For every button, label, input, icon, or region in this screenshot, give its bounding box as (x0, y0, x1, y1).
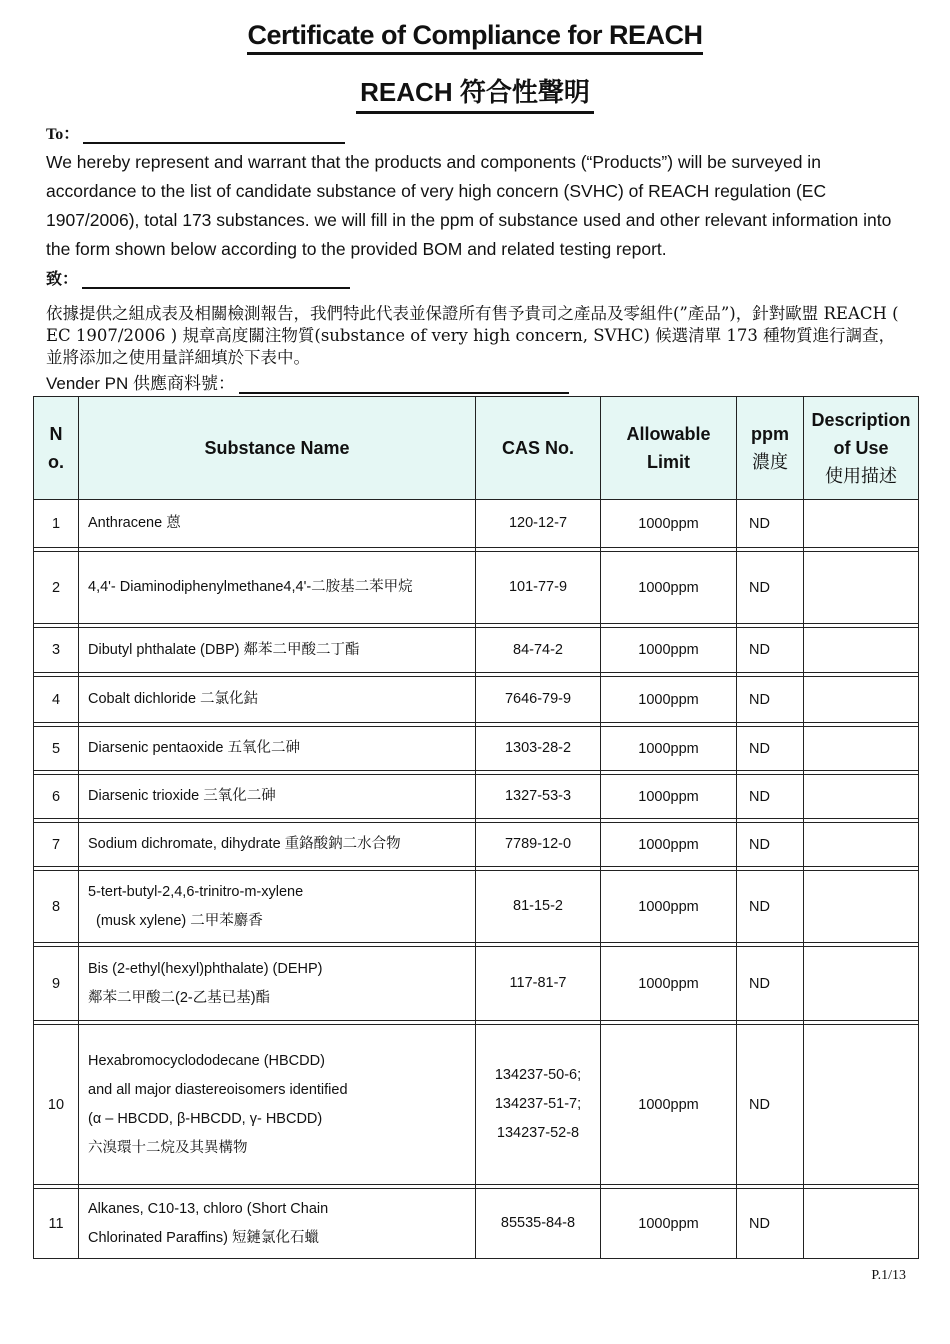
description-of-use[interactable] (804, 1189, 919, 1259)
cas-number-line: 1327-53-3 (504, 788, 572, 804)
table-row (34, 823, 919, 867)
cas-number (476, 552, 601, 624)
allowable-limit: 1000ppm (601, 775, 737, 819)
ppm-value[interactable]: ND (737, 727, 804, 771)
allowable-limit: 1000ppm (601, 871, 737, 943)
vendor-pn-label: Vender PN 供應商料號： (46, 374, 235, 393)
header-description-zh: 使用描述 (825, 466, 897, 486)
substance-name-line: (α – HBCDD, β-HBCDD, γ- HBCDD) (88, 1110, 323, 1127)
table-header-row (34, 397, 919, 500)
substance-name-line: Anthracene 蒽 (88, 515, 181, 531)
substance-name-line: 六溴環十二烷及其異構物 (88, 1139, 248, 1156)
table-row (34, 1189, 919, 1259)
substance-name (79, 823, 476, 867)
row-no: 1 (34, 500, 79, 548)
substance-name-line: Alkanes, C10-13, chloro (Short Chain (88, 1200, 329, 1217)
cas-number-line: 7646-79-9 (504, 691, 572, 707)
allowable-limit: 1000ppm (601, 628, 737, 673)
cas-number (476, 677, 601, 723)
vendor-pn-blank[interactable] (239, 392, 569, 394)
substance-name-line: Diarsenic trioxide 三氧化二砷 (88, 788, 276, 804)
cas-number-line: 1303-28-2 (504, 740, 572, 756)
substance-name (79, 1025, 476, 1185)
table-row (34, 727, 919, 771)
allowable-limit: 1000ppm (601, 500, 737, 548)
header-ppm-en: ppm (751, 424, 789, 444)
table-row (34, 677, 919, 723)
description-of-use[interactable] (804, 727, 919, 771)
cas-number-line: 7789-12-0 (504, 836, 572, 852)
row-no: 2 (34, 552, 79, 624)
header-cas: CAS No. (476, 397, 601, 500)
row-no: 9 (34, 947, 79, 1021)
statement-zh: 依據提供之組成表及相關檢測報告，我們特此代表並保證所有售予貴司之產品及零組件(”產品”)，針對歐盟 REACH ( EC 1907/2006 ) 規章高度關注物質(substance of very high concern, SVHC) 候選清單 173 種物質進行調查，並將添加之使用量詳細填於下表中。 (46, 304, 899, 367)
row-no: 6 (34, 775, 79, 819)
row-no: 11 (34, 1189, 79, 1259)
row-no: 5 (34, 727, 79, 771)
row-no: 7 (34, 823, 79, 867)
cas-number-line: 85535-84-8 (500, 1215, 576, 1231)
substance-name (79, 628, 476, 673)
description-of-use[interactable] (804, 500, 919, 548)
zhi-label: 致： (46, 271, 79, 288)
substance-name (79, 727, 476, 771)
cas-number-line: 134237-51-7; (494, 1096, 582, 1112)
cas-number (476, 947, 601, 1021)
cas-number-line: 134237-52-8 (496, 1125, 580, 1141)
to-blank[interactable] (83, 142, 345, 144)
ppm-value[interactable]: ND (737, 775, 804, 819)
to-field (46, 121, 345, 144)
svhc-table (33, 396, 919, 1259)
description-of-use[interactable] (804, 823, 919, 867)
cas-number-line: 120-12-7 (508, 515, 568, 531)
substance-name (79, 775, 476, 819)
ppm-value[interactable]: ND (737, 677, 804, 723)
table-row (34, 1025, 919, 1185)
statement-en: We hereby represent and warrant that the products and components (“Products”) will be surveyed in accordance to the list of candidate substance of very high concern (SVHC) of REACH regulation (EC 1907/2006), total 173 substances. we will fill in the ppm of substance used and other relevant information into the form shown below according to the provided BOM and related testing report. (46, 152, 892, 259)
substance-name-line: (musk xylene) 二甲苯麝香 (96, 912, 263, 929)
table-row (34, 947, 919, 1021)
substance-name (79, 947, 476, 1021)
ppm-value[interactable]: ND (737, 823, 804, 867)
allowable-limit: 1000ppm (601, 552, 737, 624)
cas-number-line: 81-15-2 (513, 898, 563, 914)
cas-number-line: 84-74-2 (513, 641, 563, 658)
description-of-use[interactable] (804, 628, 919, 673)
document-subtitle-zh: REACH 符合性聲明 (0, 72, 950, 109)
to-label: To： (46, 126, 80, 143)
ppm-value[interactable]: ND (737, 552, 804, 624)
cas-number (476, 1025, 601, 1185)
cas-number (476, 500, 601, 548)
allowable-limit: 1000ppm (601, 1025, 737, 1185)
header-ppm-zh: 濃度 (752, 452, 788, 472)
cas-number (476, 775, 601, 819)
allowable-limit: 1000ppm (601, 823, 737, 867)
substance-name-line: Dibutyl phthalate (DBP) 鄰苯二甲酸二丁酯 (88, 641, 360, 658)
substance-name-line: Cobalt dichloride 二氯化鈷 (88, 691, 259, 707)
substance-name-line: Diarsenic pentaoxide 五氧化二砷 (88, 740, 300, 756)
cas-number (476, 628, 601, 673)
row-no: 10 (34, 1025, 79, 1185)
table-row (34, 628, 919, 673)
substance-name-line: Bis (2-ethyl(hexyl)phthalate) (DEHP) (88, 960, 323, 977)
table-row (34, 775, 919, 819)
substance-name-line: Hexabromocyclododecane (HBCDD) (88, 1052, 325, 1069)
table-row (34, 500, 919, 548)
ppm-value[interactable]: ND (737, 947, 804, 1021)
allowable-limit: 1000ppm (601, 947, 737, 1021)
table-row (34, 871, 919, 943)
substance-name-line: 鄰苯二甲酸二(2-乙基已基)酯 (88, 989, 271, 1006)
cas-number (476, 1189, 601, 1259)
substance-name-line: 4,4'- Diaminodiphenylmethane4,4'-二胺基二苯甲烷 (88, 579, 413, 595)
row-no: 3 (34, 628, 79, 673)
description-of-use[interactable] (804, 552, 919, 624)
zhi-field (46, 266, 350, 289)
table-row (34, 552, 919, 624)
allowable-limit: 1000ppm (601, 1189, 737, 1259)
ppm-value[interactable]: ND (737, 1189, 804, 1259)
ppm-value[interactable]: ND (737, 871, 804, 943)
substance-name-line: 5-tert-butyl-2,4,6-trinitro-m-xylene (88, 883, 304, 900)
substance-name-line: Chlorinated Paraffins) 短鏈氯化石蠟 (88, 1229, 320, 1246)
allowable-limit: 1000ppm (601, 677, 737, 723)
row-no: 8 (34, 871, 79, 943)
header-description-en: Description of Use (811, 410, 911, 458)
header-substance-name: Substance Name (79, 397, 476, 500)
header-limit: Allowable Limit (601, 397, 737, 500)
cas-number-line: 117-81-7 (509, 975, 567, 991)
cas-number (476, 727, 601, 771)
document-title: Certificate of Compliance for REACH (0, 20, 950, 51)
cas-number (476, 871, 601, 943)
row-no: 4 (34, 677, 79, 723)
cas-number-line: 101-77-9 (508, 579, 568, 595)
description-of-use[interactable] (804, 947, 919, 1021)
description-of-use[interactable] (804, 677, 919, 723)
cas-number (476, 823, 601, 867)
description-of-use[interactable] (804, 775, 919, 819)
allowable-limit: 1000ppm (601, 727, 737, 771)
substance-name (79, 677, 476, 723)
substance-name (79, 871, 476, 943)
ppm-value[interactable]: ND (737, 628, 804, 673)
substance-name-line: and all major diastereoisomers identified (88, 1081, 348, 1098)
substance-name-line: Sodium dichromate, dihydrate 重鉻酸鈉二水合物 (88, 836, 401, 852)
substance-name (79, 1189, 476, 1259)
substance-name (79, 552, 476, 624)
vendor-pn-field (46, 369, 569, 394)
zhi-blank[interactable] (82, 287, 350, 289)
header-description (804, 397, 919, 500)
ppm-value[interactable]: ND (737, 500, 804, 548)
header-ppm (737, 397, 804, 500)
cas-number-line: 134237-50-6; (494, 1067, 582, 1083)
substance-name (79, 500, 476, 548)
description-of-use[interactable] (804, 1025, 919, 1185)
description-of-use[interactable] (804, 871, 919, 943)
page-number: P.1/13 (871, 1268, 906, 1283)
ppm-value[interactable]: ND (737, 1025, 804, 1185)
header-no: No. (34, 397, 79, 500)
